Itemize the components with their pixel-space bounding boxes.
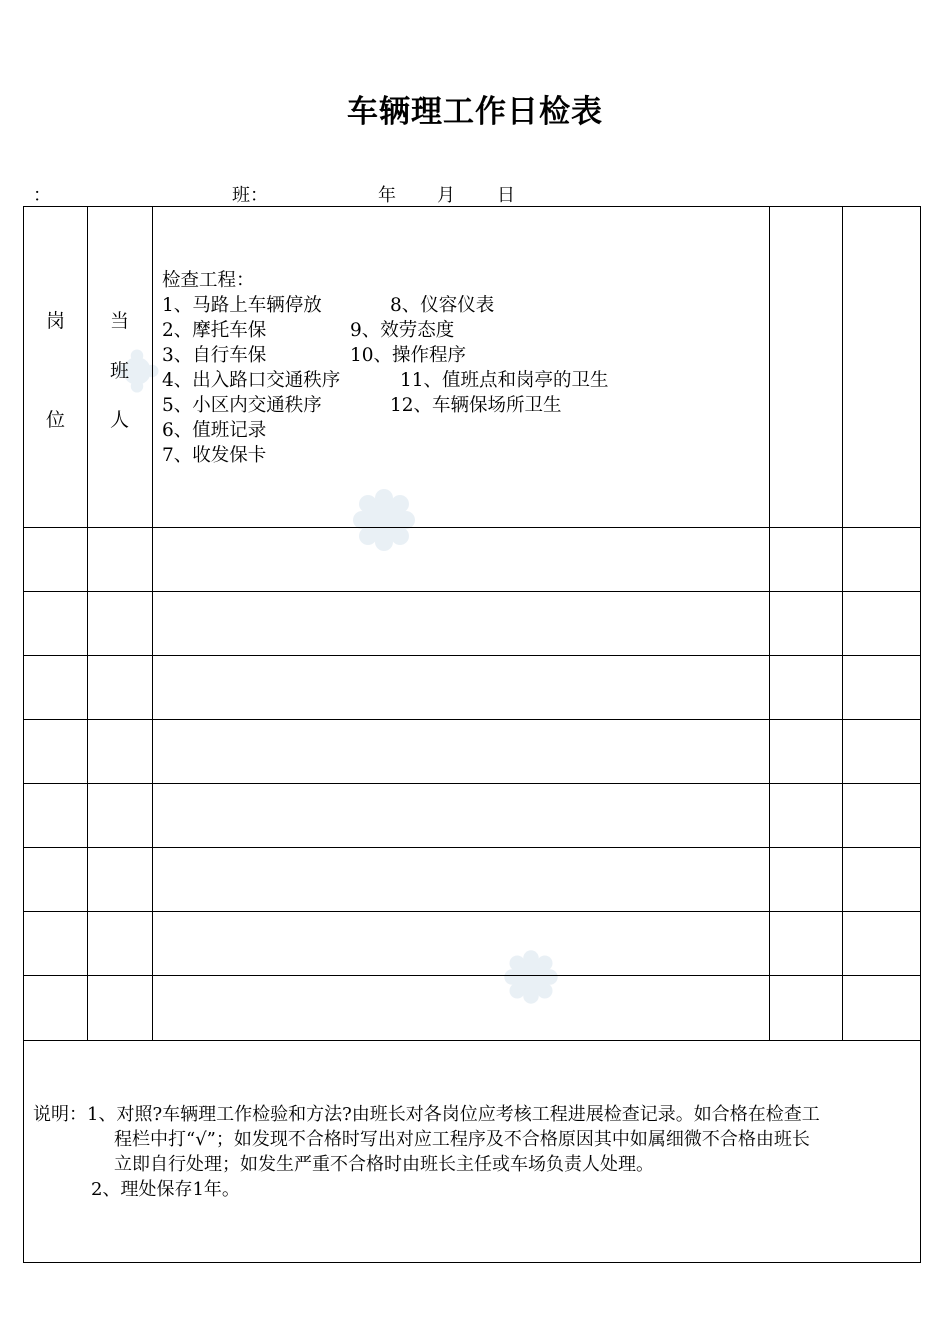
check-items-title: 检查工程： xyxy=(162,270,255,291)
check-item: 12、车辆保场所卫生 xyxy=(390,395,562,416)
row-divider xyxy=(23,847,921,848)
row-divider xyxy=(23,975,921,976)
post-header-char: 岗 xyxy=(46,310,66,332)
check-item: 1、马路上车辆停放 xyxy=(162,295,322,316)
notes-section xyxy=(33,1102,918,1202)
notes-label: 说明： xyxy=(33,1104,87,1125)
row-divider xyxy=(23,591,921,592)
row-divider xyxy=(23,527,921,528)
check-items xyxy=(162,268,609,468)
column-divider xyxy=(769,207,770,1040)
month-label: 月 xyxy=(437,185,455,206)
shift-label: 班： xyxy=(232,185,268,206)
check-item: 7、收发保卡 xyxy=(162,445,267,466)
duty-header-char: 当 xyxy=(110,310,130,332)
check-item: 9、效劳态度 xyxy=(350,320,455,341)
column-divider xyxy=(152,207,153,1040)
row-divider xyxy=(23,911,921,912)
check-item: 6、值班记录 xyxy=(162,420,267,441)
note-line: 程栏中打“√”；如发现不合格时写出对应工程序及不合格原因其中如属细微不合格由班长 xyxy=(114,1129,810,1150)
column-divider xyxy=(87,207,88,1040)
duty-header-char: 班 xyxy=(110,360,130,382)
check-item: 10、操作程序 xyxy=(350,345,467,366)
row-divider xyxy=(23,719,921,720)
note-line: 立即自行处理；如发生严重不合格时由班长主任或车场负责人处理。 xyxy=(114,1154,654,1175)
day-label: 日 xyxy=(497,185,515,206)
row-divider xyxy=(23,783,921,784)
check-item: 11、值班点和岗亭的卫生 xyxy=(400,370,609,391)
check-item: 5、小区内交通秩序 xyxy=(162,395,322,416)
post-header-char: 位 xyxy=(46,409,66,431)
duty-header-char: 人 xyxy=(110,409,130,431)
year-label: 年 xyxy=(378,185,396,206)
header-colon: ： xyxy=(33,185,51,206)
note-line: 1、对照?车辆理工作检验和方法?由班长对各岗位应考核工程进展检查记录。如合格在检查工 xyxy=(87,1104,820,1125)
row-divider xyxy=(23,1040,921,1041)
row-divider xyxy=(23,655,921,656)
check-item: 2、摩托车保 xyxy=(162,320,267,341)
column-divider xyxy=(842,207,843,1040)
check-item: 8、仪容仪表 xyxy=(390,295,495,316)
check-item: 4、出入路口交通秩序 xyxy=(162,370,341,391)
check-item: 3、自行车保 xyxy=(162,345,267,366)
page-title: 车辆理工作日检表 xyxy=(347,94,603,130)
note-line: 2、理处保存1年。 xyxy=(91,1179,240,1200)
